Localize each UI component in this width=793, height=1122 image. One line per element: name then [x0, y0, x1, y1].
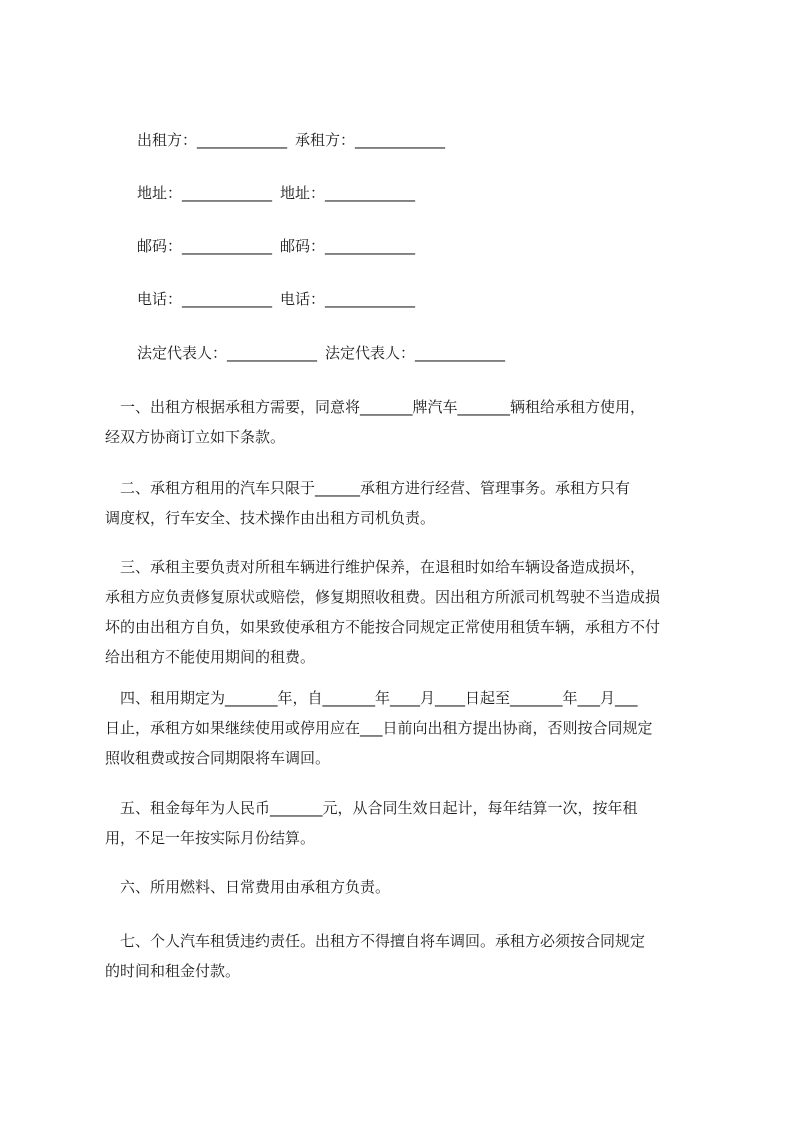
clause-2 [105, 473, 700, 533]
lessor-address-label: 地址：____________ [137, 184, 273, 202]
lessor-postcode-label: 邮码：____________ [137, 237, 273, 255]
clause-line: 五、租金每年为人民币_______元，从合同生效日起计，每年结算一次，按年租 [105, 799, 638, 817]
clause-line: 照收租费或按合同期限将车调回。 [105, 749, 331, 767]
clause-line: 日止，承租方如果继续使用或停用应在___日前向出租方提出协商，否则按合同规定 [105, 719, 653, 737]
lessee-phone-label: 电话：____________ [280, 290, 416, 308]
clause-line: 一、出租方根据承租方需要，同意将_______牌汽车_______辆租给承租方使用， [105, 398, 646, 416]
clause-line: 调度权，行车安全、技术操作由出租方司机负责。 [105, 509, 436, 527]
clause-1 [105, 392, 700, 452]
clause-line: 的时间和租金付款。 [105, 962, 241, 980]
clause-line: 经双方协商订立如下条款。 [105, 428, 286, 446]
party-row-address [137, 181, 415, 205]
clause-line: 给出租方不能使用期间的租费。 [105, 648, 316, 666]
party-row-legal-rep [137, 341, 505, 365]
clause-7 [105, 926, 700, 986]
lessee-label: 承租方：____________ [295, 131, 446, 149]
lessor-phone-label: 电话：____________ [137, 290, 273, 308]
party-row-lessor-lessee [137, 128, 445, 152]
clause-line: 七、个人汽车租赁违约责任。出租方不得擅自将车调回。承租方必须按合同规定 [105, 932, 646, 950]
clause-line: 三、承租主要负责对所租车辆进行维护保养，在退租时如给车辆设备造成损坏， [105, 558, 646, 576]
lessee-address-label: 地址：____________ [280, 184, 416, 202]
lessee-postcode-label: 邮码：____________ [280, 237, 416, 255]
clause-line: 二、承租方租用的汽车只限于______承租方进行经营、管理事务。承租方只有 [105, 479, 631, 497]
clause-line: 承租方应负责修复原状或赔偿，修复期照收租费。因出租方所派司机驾驶不当造成损 [105, 588, 661, 606]
clause-6 [105, 872, 700, 902]
clause-line: 坏的由出租方自负，如果致使承租方不能按合同规定正常使用租赁车辆，承租方不付 [105, 618, 661, 636]
clause-3 [105, 552, 700, 672]
party-row-phone [137, 287, 415, 311]
clause-line: 六、所用燃料、日常费用由承租方负责。 [105, 878, 391, 896]
clause-4 [105, 683, 700, 773]
party-row-postcode [137, 234, 415, 258]
clause-5 [105, 793, 700, 853]
clause-line: 四、租用期定为_______年，自_______年____月____日起至_______年___月___ [105, 689, 638, 707]
lessee-legal-rep-label: 法定代表人：____________ [325, 344, 506, 362]
lessor-label: 出租方：____________ [137, 131, 288, 149]
lessor-legal-rep-label: 法定代表人：____________ [137, 344, 318, 362]
clause-line: 用，不足一年按实际月份结算。 [105, 829, 316, 847]
